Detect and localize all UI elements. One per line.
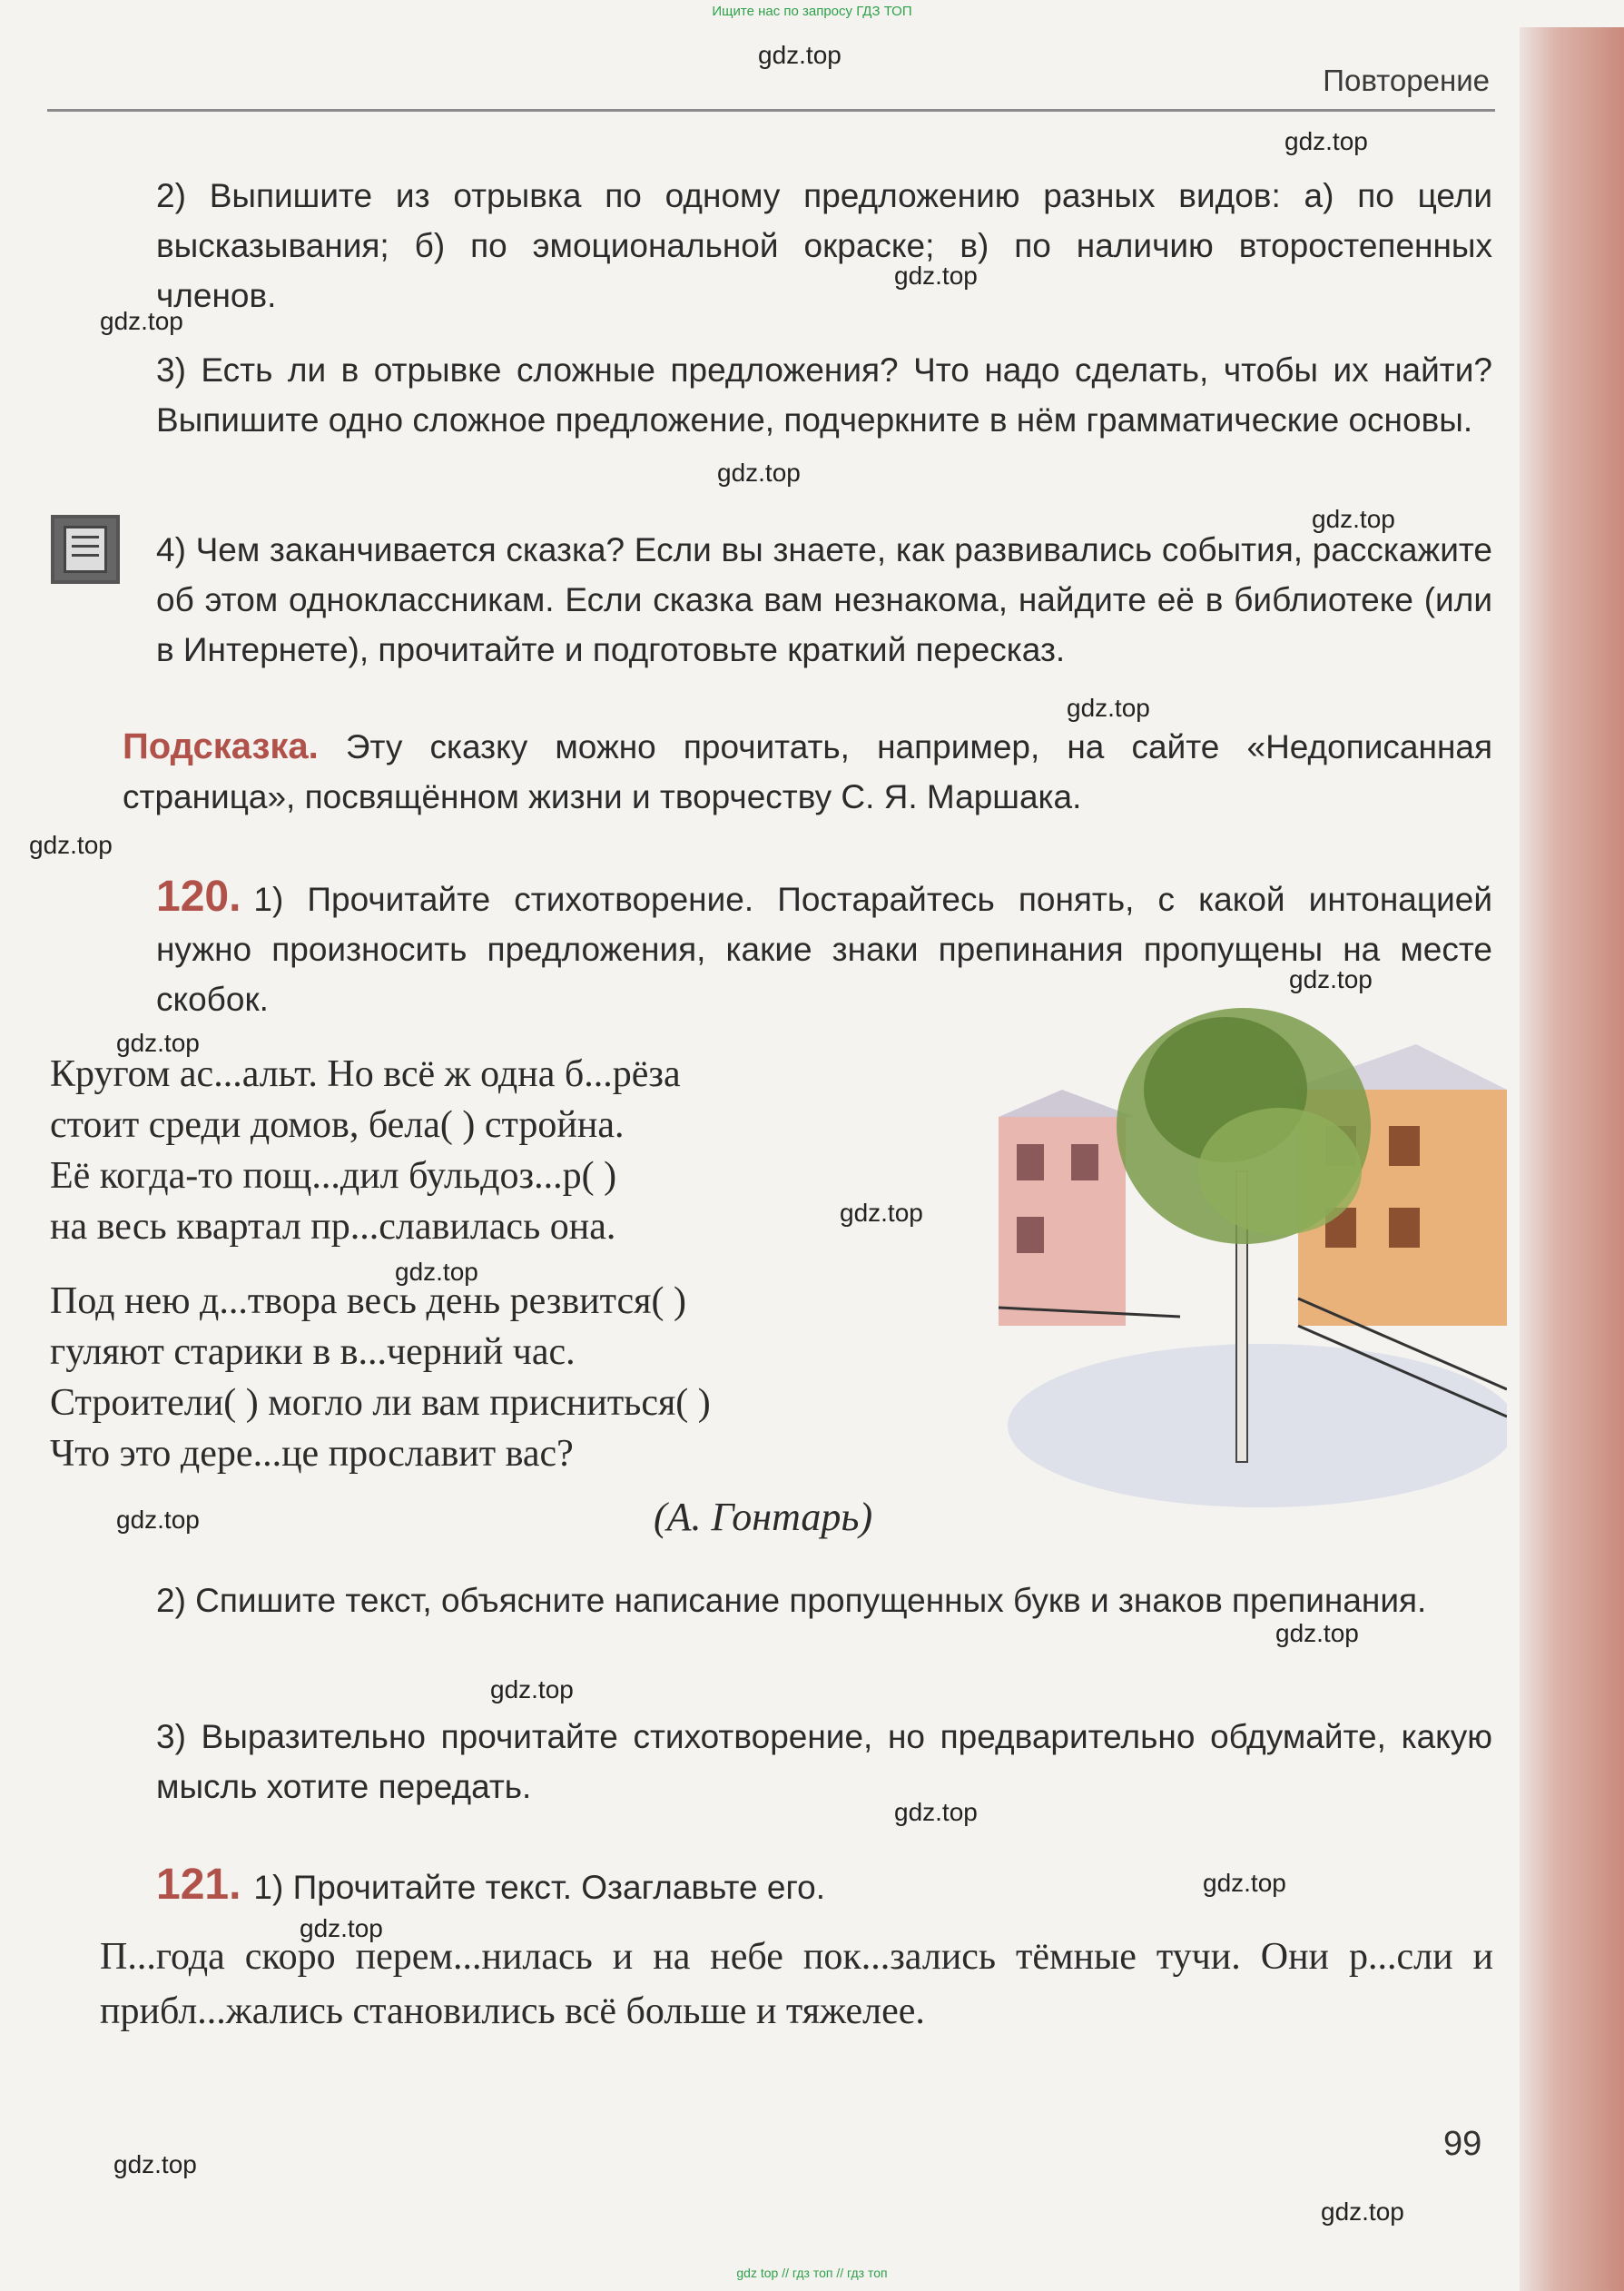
bottom-note: gdz top // гдз топ // гдз топ [736, 2266, 888, 2280]
task-3-text: 3) Есть ли в отрывке сложные предложения? Что надо сделать, чтобы их найти? Выпишите одно сложное предложение, подчеркните в нём грамматические основы. [156, 351, 1492, 439]
exercise-120-number: 120. [156, 873, 241, 921]
poem-line: Кругом ас...альт. Но всё ж одна б...рёза [50, 1053, 681, 1095]
top-note: Ищите нас по запросу ГДЗ ТОП [712, 4, 912, 19]
poem-line: Её когда-то пощ...дил бульдоз...р( ) [50, 1155, 617, 1197]
watermark: gdz.top [1203, 1869, 1286, 1897]
watermark: gdz.top [395, 1258, 478, 1286]
page-number: 99 [1443, 2125, 1482, 2163]
task-2-text: 2) Выпишите из отрывка по одному предложению разных видов: а) по цели высказывания; б) по эмоциональной окраске; в) по наличию второстепенных членов. [156, 177, 1492, 314]
exercise-121-task-1-text: 1) Прочитайте текст. Озаглавьте его. [253, 1869, 825, 1906]
poem-stanza-1 [50, 1049, 681, 1252]
exercise-121-text: П...года скоро перем...нилась и на небе пок...зались тёмные тучи. Они р...сли и прибл...жались становились всё больше и тяжелее. [100, 1936, 1493, 2032]
watermark: gdz.top [758, 41, 842, 69]
watermark: gdz.top [113, 2150, 197, 2178]
book-icon [51, 515, 120, 584]
birch-illustration [999, 990, 1507, 1516]
header-divider [47, 109, 1495, 112]
exercise-120-task-3: 3) Выразительно прочитайте стихотворение, но предварительно обдумайте, какую мысль хотите передать. [156, 1718, 1492, 1805]
watermark: gdz.top [894, 1798, 978, 1826]
hint-paragraph [123, 722, 1492, 822]
exercise-121-task-1 [156, 1860, 1492, 1912]
exercise-121-number: 121. [156, 1861, 241, 1909]
exercise-120-task-2: 2) Спишите текст, объясните написание пропущенных букв и знаков препинания. [156, 1582, 1427, 1619]
hint-label: Подсказка. [123, 726, 319, 766]
watermark: gdz.top [1067, 694, 1150, 722]
watermark: gdz.top [490, 1675, 574, 1703]
watermark: gdz.top [29, 831, 113, 859]
poem-line: гуляют старики в в...черний час. [50, 1331, 576, 1373]
poem-author: (А. Гонтарь) [654, 1495, 873, 1539]
poem-line: Под нею д...твора весь день резвится( ) [50, 1280, 686, 1322]
poem-line: на весь квартал пр...славилась она. [50, 1206, 616, 1248]
poem-stanza-2 [50, 1276, 711, 1479]
watermark: gdz.top [840, 1199, 923, 1227]
exercise-120-task-1-text: 1) Прочитайте стихотворение. Постарайтесь понять, с какой интонацией нужно произносить предложения, какие знаки препинания пропущены на месте скобок. [156, 881, 1492, 1018]
watermark: gdz.top [894, 262, 978, 290]
watermark: gdz.top [1275, 1619, 1359, 1647]
poem-line: Что это дере...це прославит вас? [50, 1433, 574, 1475]
section-title: Повторение [1323, 64, 1490, 97]
watermark: gdz.top [116, 1029, 200, 1057]
hint-text: Эту сказку можно прочитать, например, на сайте «Недописанная страница», посвящённом жизни и творчеству С. Я. Маршака. [123, 728, 1492, 815]
watermark: gdz.top [1289, 965, 1373, 993]
page-edge [1520, 27, 1624, 2291]
watermark: gdz.top [300, 1914, 383, 1942]
watermark: gdz.top [116, 1506, 200, 1534]
watermark: gdz.top [1284, 127, 1368, 155]
watermark: gdz.top [1321, 2197, 1404, 2226]
watermark: gdz.top [100, 307, 183, 335]
watermark: gdz.top [1312, 505, 1395, 533]
poem-line: Строители( ) могло ли вам присниться( ) [50, 1382, 711, 1424]
watermark: gdz.top [717, 459, 801, 487]
poem-line: стоит среди домов, бела( ) стройна. [50, 1104, 625, 1146]
task-4-text: 4) Чем заканчивается сказка? Если вы знаете, как развивались события, расскажите об этом одноклассникам. Если сказка вам незнакома, найдите её в библиотеке (или в Интернете), прочитайте и подготовьте краткий пересказ. [156, 531, 1492, 668]
